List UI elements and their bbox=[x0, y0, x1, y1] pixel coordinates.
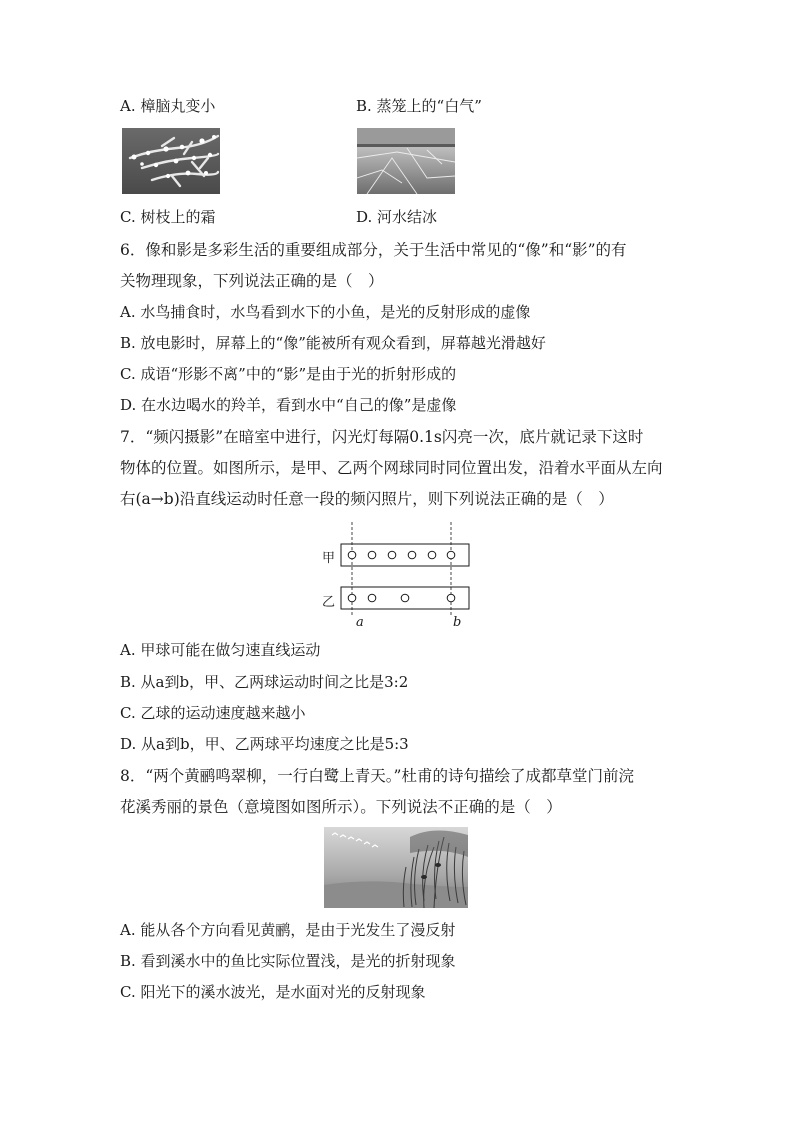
q7-option-a: A. 甲球可能在做匀速直线运动 bbox=[120, 641, 321, 659]
q8-stem-line1: 8．“两个黄鹂鸣翠柳，一行白鹭上青天。”杜甫的诗句描绘了成都草堂门前浣 bbox=[120, 767, 634, 785]
q8-option-b: B. 看到溪水中的鱼比实际位置浅，是光的折射现象 bbox=[120, 952, 456, 970]
q7-option-c: C. 乙球的运动速度越来越小 bbox=[120, 704, 306, 722]
q6-option-a: A. 水鸟捕食时，水鸟看到水下的小鱼，是光的反射形成的虚像 bbox=[120, 303, 531, 321]
jia-ball bbox=[408, 551, 416, 559]
yi-ball bbox=[447, 594, 455, 602]
yi-ball bbox=[348, 594, 356, 602]
q6-option-b: B. 放电影时，屏幕上的“像”能被所有观众看到，屏幕越光滑越好 bbox=[120, 334, 546, 352]
frozen-river-image bbox=[357, 128, 455, 194]
q7-option-b: B. 从a到b，甲、乙两球运动时间之比是3:2 bbox=[120, 673, 409, 691]
label-yi: 乙 bbox=[322, 595, 336, 610]
jia-ball bbox=[428, 551, 436, 559]
jia-ball bbox=[368, 551, 376, 559]
yi-ball bbox=[401, 594, 409, 602]
q6-option-d: D. 在水边喝水的羚羊，看到水中“自己的像”是虚像 bbox=[120, 396, 457, 414]
yi-ball bbox=[368, 594, 376, 602]
q6-stem-line1: 6．像和影是多彩生活的重要组成部分，关于生活中常见的“像”和“影”的有 bbox=[120, 241, 627, 259]
q5-option-a: A. 樟脑丸变小 bbox=[120, 97, 216, 115]
q8-stem-line2: 花溪秀丽的景色（意境图如图所示）。下列说法不正确的是（ ） bbox=[120, 798, 562, 816]
q8-option-a: A. 能从各个方向看见黄鹂，是由于光发生了漫反射 bbox=[120, 921, 456, 939]
jia-ball bbox=[348, 551, 356, 559]
jia-ball bbox=[447, 551, 455, 559]
q7-stem-line3: 右(a→b)沿直线运动时任意一段的频闪照片，则下列说法正确的是（ ） bbox=[120, 490, 614, 508]
strobe-photo-figure bbox=[318, 520, 478, 632]
q5-option-c: C. 树枝上的霜 bbox=[120, 208, 216, 226]
q5-option-d: D. 河水结冰 bbox=[356, 208, 438, 226]
frost-branch-image bbox=[122, 128, 220, 194]
label-jia: 甲 bbox=[322, 551, 336, 566]
q6-stem-line2: 关物理现象，下列说法正确的是（ ） bbox=[120, 272, 384, 290]
q7-stem-line2: 物体的位置。如图所示，是甲、乙两个网球同时同位置出发，沿着水平面从左向 bbox=[120, 459, 663, 477]
q6-option-c: C. 成语“形影不离”中的“影”是由于光的折射形成的 bbox=[120, 365, 457, 383]
label-b: b bbox=[453, 615, 462, 630]
q8-option-c: C. 阳光下的溪水波光，是水面对光的反射现象 bbox=[120, 983, 426, 1001]
q7-stem-line1: 7．“频闪摄影”在暗室中进行，闪光灯每隔0.1s闪亮一次，底片就记录下这时 bbox=[120, 428, 644, 446]
label-a: a bbox=[356, 615, 364, 630]
q5-option-b: B. 蒸笼上的“白气” bbox=[356, 97, 482, 115]
willow-scene-image bbox=[324, 827, 468, 908]
jia-ball bbox=[388, 551, 396, 559]
q7-option-d: D. 从a到b，甲、乙两球平均速度之比是5:3 bbox=[120, 735, 409, 753]
